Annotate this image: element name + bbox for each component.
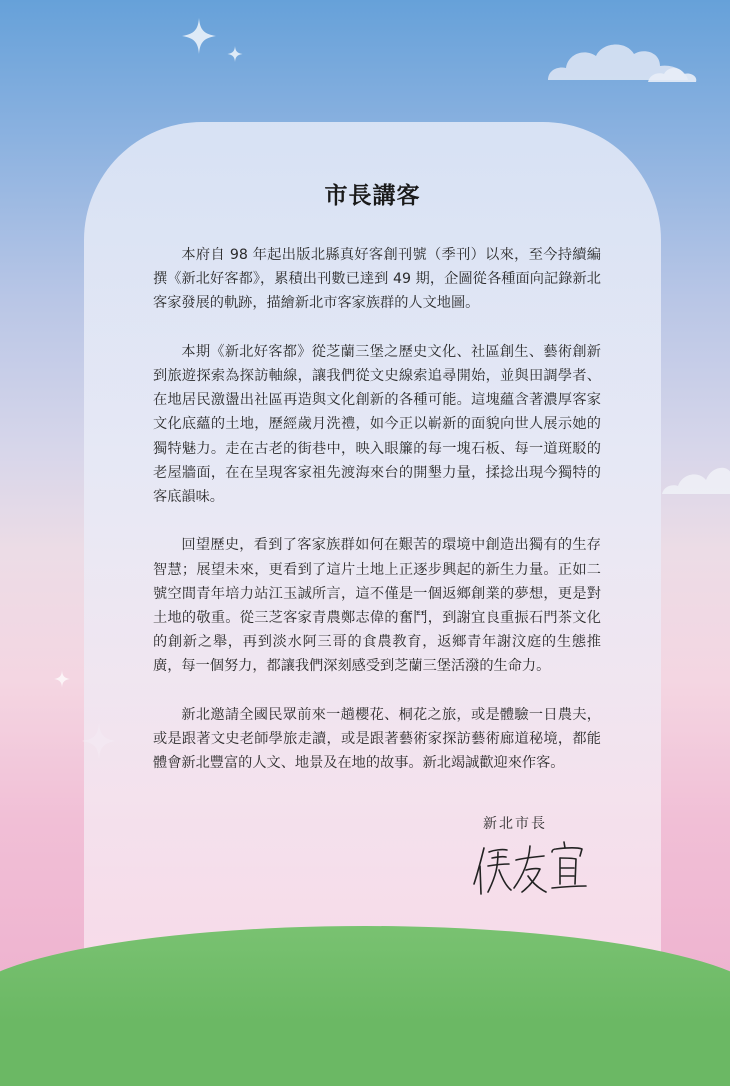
handwritten-signature — [472, 838, 588, 900]
signer-title: 新北市長 — [483, 816, 547, 832]
sparkle-icon — [54, 670, 70, 688]
page-title: 市長講客 — [324, 183, 421, 209]
cloud-icon — [540, 36, 700, 90]
green-hill — [0, 926, 730, 1086]
cloud-icon — [660, 458, 730, 498]
paragraph: 本府自 98 年起出版北縣真好客創刊號（季刊）以來，至今持續編撰《新北好客都》，累積出刊數已達到 49 期，企圖從各種面向記錄新北客家發展的軌跡，描繪新北市客家族群的人文地圖。 — [153, 247, 601, 312]
letter-body — [153, 243, 601, 800]
paragraph: 本期《新北好客都》從芝蘭三堡之歷史文化、社區創生、藝術創新到旅遊探索為探訪軸線，讓我們從文史線索追尋開始，並與田調學者、在地居民激盪出社區再造與文化創新的各種可能。這塊蘊含著濃厚客家文化底蘊的土地，歷經歲月洗禮，如今正以嶄新的面貌向世人展示她的獨特魅力。走在古老的街巷中，映入眼簾的每一塊石板、每一道斑駁的老屋牆面，在在呈現客家祖先渡海來台的開墾力量，揉捻出現今獨特的客底韻味。 — [153, 343, 601, 506]
paragraph: 新北邀請全國民眾前來一趟櫻花、桐花之旅，或是體驗一日農夫，或是跟著文史老師學旅走讀，或是跟著藝術家探訪藝術廊道秘境，都能體會新北豐富的人文、地景及在地的故事。新北竭誠歡迎來作客。 — [153, 706, 601, 772]
paragraph: 回望歷史，看到了客家族群如何在艱苦的環境中創造出獨有的生存智慧；展望未來，更看到了這片土地上正逐步興起的新生力量。正如二號空間青年培力站江玉誠所言，這不僅是一個返鄉創業的夢想，更是對土地的敬重。從三芝客家青農鄭志偉的奮鬥，到謝宜良重振石門茶文化的創新之舉，再到淡水阿三哥的食農教育，返鄉青年謝汶庭的生態推廣，每一個努力，都讓我們深刻感受到芝蘭三堡活潑的生命力。 — [153, 537, 601, 675]
sparkle-icon — [182, 18, 216, 54]
sparkle-icon — [227, 46, 243, 62]
